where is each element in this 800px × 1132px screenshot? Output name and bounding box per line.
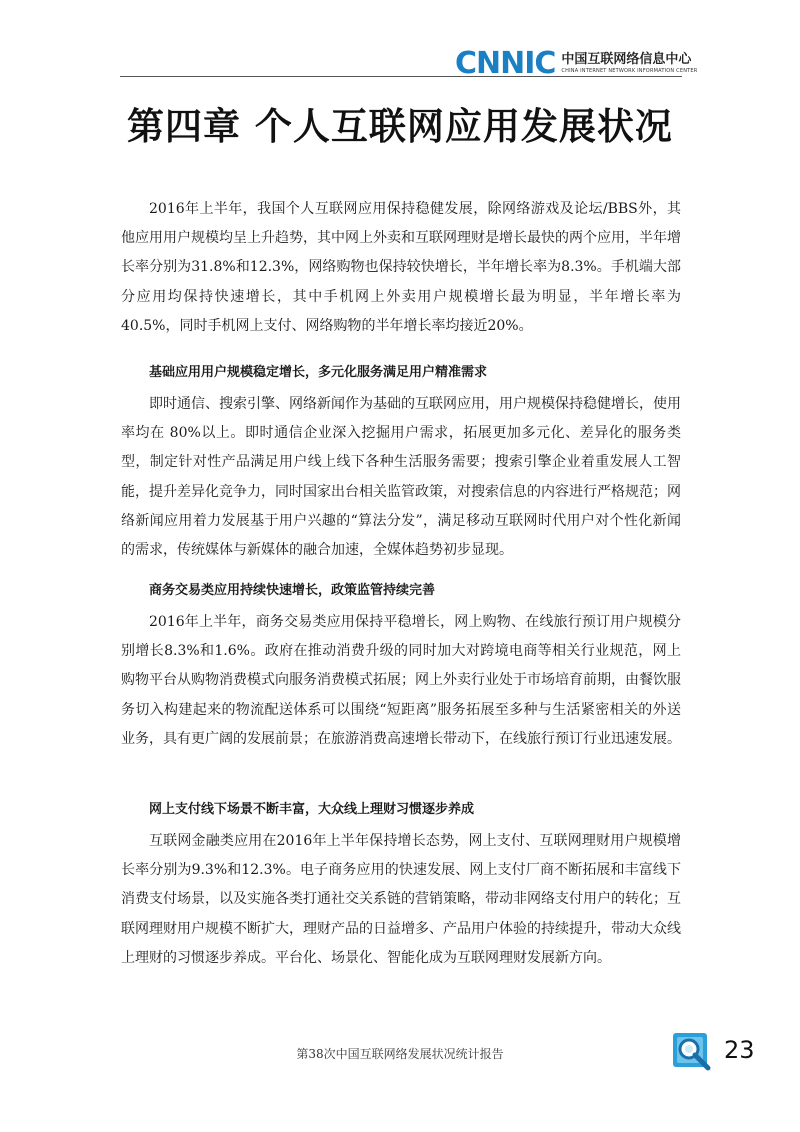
- intro-paragraph: 2016年上半年，我国个人互联网应用保持稳健发展，除网络游戏及论坛/BBS外，其他应用用户规模均呈上升趋势，其中网上外卖和互联网理财是增长最快的两个应用，半年增长率分别为31.8%和12.3%，网络购物也保持较快增长，半年增长率为8.3%。手机端大部分应用均保持快速增长，其中手机网上外卖用户规模增长最为明显，半年增长率为40.5%，同时手机网上支付、网络购物的半年增长率均接近20%。: [121, 201, 681, 334]
- intro-paragraph-block: [121, 195, 681, 341]
- section-body: 即时通信、搜索引擎、网络新闻作为基础的互联网应用，用户规模保持稳健增长，使用率均在 80%以上。即时通信企业深入挖掘用户需求，拓展更加多元化、差异化的服务类型，制定针对性产品满足用户线上线下各种生活服务需要；搜索引擎企业着重发展人工智能，提升差异化竞争力，同时国家出台相关监管政策，对搜索信息的内容进行严格规范；网络新闻应用着力发展基于用户兴趣的“算法分发”，满足移动互联网时代用户对个性化新闻的需求，传统媒体与新媒体的融合加速，全媒体趋势初步显现。: [121, 396, 681, 559]
- section-heading: 网上支付线下场景不断丰富，大众线上理财习惯逐步养成: [149, 802, 475, 817]
- section-heading: 基础应用用户规模稳定增长，多元化服务满足用户精准需求: [149, 365, 488, 380]
- section-heading: 商务交易类应用持续快速增长，政策监管持续完善: [149, 583, 436, 598]
- org-name-cn: 中国互联网络信息中心: [561, 52, 692, 67]
- footer-report-title: 第38次中国互联网络发展状况统计报告: [296, 1047, 504, 1061]
- page-number: 23: [724, 1036, 755, 1064]
- chapter-title: 第四章 个人互联网应用发展状况: [127, 104, 673, 148]
- section-body: 互联网金融类应用在2016年上半年保持增长态势，网上支付、互联网理财用户规模增长率分别为9.3%和12.3%。电子商务应用的快速发展、网上支付厂商不断拓展和丰富线下消费支付场景，以及实施各类打通社交关系链的营销策略，带动非网络支付用户的转化；互联网理财用户规模不断扩大，理财产品的日益增多、产品用户体验的持续提升，带动大众线上理财的习惯逐步养成。平台化、场景化、智能化成为互联网理财发展新方向。: [121, 833, 681, 966]
- section-1: [121, 363, 681, 565]
- cnnic-logo: [455, 46, 698, 81]
- logo-text: [561, 52, 697, 75]
- logo-mark: CNNIC: [455, 46, 556, 81]
- section-body: 2016年上半年，商务交易类应用保持平稳增长，网上购物、在线旅行预订用户规模分别增长8.3%和1.6%。政府在推动消费升级的同时加大对跨境电商等相关行业规范，网上购物平台从购物消费模式向服务消费模式拓展；网上外卖行业处于市场培育前期，由餐饮服务切入构建起来的物流配送体系可以围绕“短距离”服务拓展至多种与生活紧密相关的外送业务，具有更广阔的发展前景；在旅游消费高速增长带动下，在线旅行预订行业迅速发展。: [121, 614, 681, 747]
- section-3: [121, 800, 681, 973]
- search-magnifier-icon: [672, 1032, 712, 1072]
- org-name-en: CHINA INTERNET NETWORK INFORMATION CENTER: [561, 68, 698, 74]
- section-2: [121, 581, 681, 754]
